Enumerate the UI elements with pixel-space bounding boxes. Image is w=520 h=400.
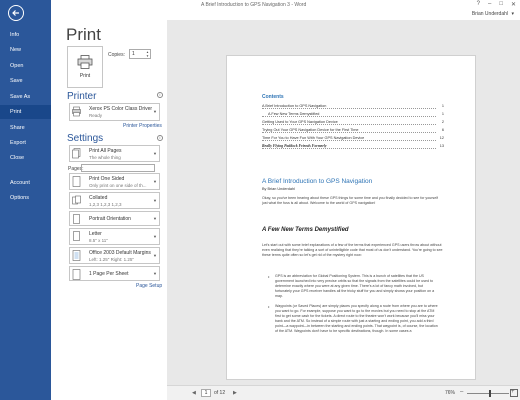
printer-icon: [77, 55, 93, 69]
status-bar: [167, 385, 520, 400]
margins-title: Office 2003 Default Margins: [89, 250, 151, 256]
nav-item-new[interactable]: New: [10, 47, 22, 53]
toc-entry: [262, 120, 444, 125]
toc-entry-page: 12: [439, 136, 444, 140]
print-range-select[interactable]: [69, 145, 160, 162]
toc-entry-label: A Brief Introduction to GPS Navigation: [262, 104, 436, 109]
chevron-down-icon: ▼: [153, 178, 157, 184]
zoom-to-page-icon[interactable]: [510, 389, 518, 397]
nav-item-export[interactable]: Export: [10, 140, 26, 146]
one-sided-icon: [72, 176, 81, 187]
print-range-title: Print All Pages: [89, 148, 122, 154]
printer-icon: [72, 106, 81, 117]
chevron-down-icon: ▼: [153, 215, 157, 221]
bullet-icon: •: [268, 274, 270, 279]
preview-bullet: Waypoints (or Saved Places) are simply places you specify along a route from where you are to where you want to go. For example, suppose you want to go to the movies but you need to stop at the ATM first to get some cash for the tickets. A direct route to the theatre won't work because you'll miss your bank and the ATM. So instead of a simple route with just a starting and ending point, you add a third point—a waypoint—in between the starting and ending points. That waypoint is, of course, the location of the ATM. Waypoints don't have to be specific destinations, though. In some cases a: [275, 304, 438, 333]
collate-title: Collated: [89, 195, 108, 201]
bullet-icon: •: [268, 304, 270, 309]
margins-subtitle: Left: 1.25" Right: 1.25": [89, 257, 134, 262]
collate-icon: [72, 195, 81, 206]
nav-item-open[interactable]: Open: [10, 63, 24, 69]
info-icon[interactable]: i: [157, 92, 163, 98]
nav-item-print[interactable]: Print: [0, 105, 51, 119]
chevron-down-icon: ▼: [153, 233, 157, 239]
nav-item-close[interactable]: Close: [10, 155, 25, 161]
toc-entry: [262, 144, 444, 149]
printer-select[interactable]: [69, 103, 160, 121]
preview-paragraph: Let's start out with some brief explanations of a few of the terms that experienced GPS users throw about without even realizing that they're talking a sort of unintelligible code that most of us don't understand. You're going to see these terms quite often so let's get rid of the mystery right now:: [262, 243, 443, 257]
zoom-in-icon[interactable]: +: [511, 389, 515, 395]
nav-item-save-as[interactable]: Save As: [10, 94, 31, 100]
print-button-label: Print: [79, 73, 91, 79]
sides-select[interactable]: [69, 173, 160, 190]
paper-title: Letter: [89, 231, 102, 237]
pages-icon: [72, 148, 81, 159]
user-name[interactable]: Brian Underdahl: [471, 11, 508, 17]
page-setup-link[interactable]: Page Setup: [136, 283, 163, 289]
preview-paragraph: Okay, so you've been hearing about these GPS things for some time and you finally decided to see for yourself just what the fuss is all about. Welcome to the world of GPS navigation!: [262, 196, 439, 205]
document-title: A Brief Introduction to GPS Navigation 3 - Word: [201, 2, 307, 8]
back-arrow-icon: [11, 8, 21, 18]
toc-entry-page: 1: [441, 104, 444, 108]
collate-subtitle: 1,2,3 1,2,3 1,2,3: [89, 202, 122, 207]
collate-select[interactable]: [69, 192, 160, 209]
previous-page-icon[interactable]: ◀: [192, 390, 196, 396]
toc-entry-page: 6: [441, 128, 444, 132]
next-page-icon[interactable]: ▶: [233, 390, 237, 396]
pages-per-sheet-select[interactable]: [69, 266, 160, 281]
toc-entry-page: 13: [439, 144, 444, 148]
print-button[interactable]: [67, 46, 103, 88]
sides-title: Print One Sided: [89, 176, 125, 182]
preview-heading: A Brief Introduction to GPS Navigation: [262, 178, 373, 185]
chevron-down-icon: ▼: [153, 252, 157, 258]
preview-subheading: A Few New Terms Demystified: [262, 227, 349, 233]
toc-entry-label: Getting Used to Your GPS Navigation Device: [262, 120, 436, 125]
print-range-subtitle: The whole thing: [89, 155, 121, 160]
close-icon[interactable]: ✕: [510, 2, 516, 8]
paper-icon: [72, 231, 81, 242]
orientation-select[interactable]: [69, 211, 160, 226]
nav-item-info[interactable]: Info: [10, 32, 20, 38]
zoom-slider[interactable]: [467, 393, 509, 394]
orientation-title: Portrait Orientation: [89, 216, 131, 222]
pages-label: Pages:: [68, 166, 84, 172]
margins-select[interactable]: [69, 247, 160, 264]
page-per-sheet-icon: [72, 269, 81, 280]
toc-title: Contents: [262, 94, 284, 100]
help-icon[interactable]: ?: [476, 1, 480, 7]
margins-icon: [72, 250, 81, 261]
info-icon[interactable]: i: [157, 135, 163, 141]
copies-value: 1: [132, 51, 135, 57]
zoom-level[interactable]: 76%: [445, 390, 456, 396]
back-button[interactable]: [8, 5, 24, 21]
backstage-nav: [0, 0, 51, 400]
printer-status: Ready: [89, 113, 103, 118]
zoom-slider-thumb[interactable]: [489, 390, 491, 397]
minimize-icon[interactable]: –: [488, 1, 492, 7]
page-number-input[interactable]: 1: [201, 389, 211, 397]
pages-field[interactable]: [81, 164, 155, 172]
portrait-icon: [72, 214, 81, 225]
nav-item-share[interactable]: Share: [10, 125, 25, 131]
printer-name: Xerox PS Color Class Driver: [89, 106, 153, 112]
copies-stepper[interactable]: [129, 49, 151, 59]
toc-entry: [262, 136, 444, 141]
toc-entry: [262, 128, 444, 133]
chevron-down-icon: ▼: [153, 270, 157, 276]
toc-entry-label: Time For You to Have Fun With Your GPS Navigation Device: [262, 136, 436, 141]
toc-entry-page: 2: [441, 120, 444, 124]
spin-arrows-icon[interactable]: ▲ ▼: [146, 50, 149, 58]
toc-entry: [262, 112, 444, 117]
chevron-down-icon: ▼: [153, 150, 157, 156]
nav-item-save[interactable]: Save: [10, 78, 23, 84]
window-controls: [477, 1, 516, 8]
toc-entry-label: Really Flying Paddock Friends Formerly: [262, 144, 436, 149]
user-caret-icon[interactable]: ▾: [511, 11, 514, 17]
toc-entry-page: 1: [441, 112, 444, 116]
settings-heading: Settings: [67, 133, 104, 144]
printer-heading: Printer: [67, 91, 97, 102]
sides-subtitle: Only print on one side of th...: [89, 183, 147, 188]
chevron-down-icon: ▼: [153, 109, 157, 114]
zoom-out-icon[interactable]: –: [460, 389, 464, 395]
paper-size-select[interactable]: [69, 228, 160, 245]
nav-item-options[interactable]: Options: [10, 195, 29, 201]
preview-page: [226, 55, 476, 380]
chevron-down-icon: ▼: [153, 197, 157, 203]
preview-bullet: GPS is an abbreviation for Global Positioning System. This is a bunch of satellites that the US government launched into very precise orbits so that the signals from the satellites could be used to determine exactly where you were at any given time. There's a lot of fancy math involved, but fortunately your GPS receiver handles all the tricky stuff for you and simply shows your position on a map.: [275, 274, 435, 298]
page-title: Print: [66, 25, 101, 44]
toc-entry-label: A Few New Terms Demystified: [262, 112, 436, 117]
pages-per-sheet-title: 1 Page Per Sheet: [89, 271, 129, 277]
page-count: of 12: [214, 390, 226, 396]
printer-properties-link[interactable]: Printer Properties: [123, 123, 162, 129]
toc-entry: [262, 104, 444, 109]
preview-byline: By Brian Underdahl: [262, 187, 295, 191]
title-bar: [51, 0, 520, 20]
toc-entry-label: Trying Out Your GPS Navigation Device for the First Time: [262, 128, 436, 133]
copies-label: Copies:: [108, 52, 125, 58]
paper-subtitle: 8.5" x 11": [89, 238, 108, 243]
restore-icon[interactable]: □: [499, 1, 503, 7]
nav-item-account[interactable]: Account: [10, 180, 30, 186]
